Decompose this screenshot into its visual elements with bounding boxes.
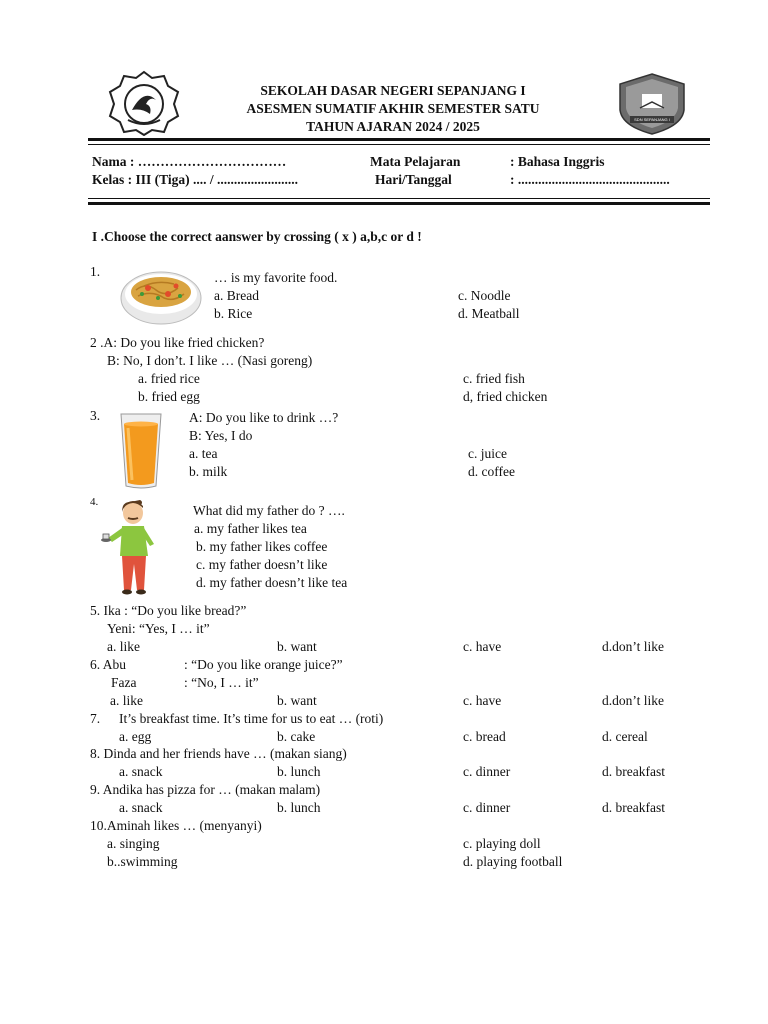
q9-option-b: b. lunch	[277, 800, 321, 815]
q3-stem-1: A: Do you like to drink …?	[189, 410, 339, 425]
right-logo-text: SDN SEPANJANG I	[634, 117, 670, 122]
q7-option-c: c. bread	[463, 729, 506, 744]
q2-stem-1: 2 .A: Do you like fried chicken?	[90, 335, 265, 350]
header-rule-thick	[88, 138, 710, 141]
exam-title: ASESMEN SUMATIF AKHIR SEMESTER SATU	[246, 101, 540, 116]
q5-option-b: b. want	[277, 639, 317, 654]
q10-option-a: a. singing	[107, 836, 160, 851]
father-image	[100, 498, 162, 598]
q3-number: 3.	[90, 408, 101, 423]
q5-option-d: d.don’t like	[602, 639, 664, 654]
school-logo-right	[616, 72, 688, 136]
q2-option-a: a. fried rice	[138, 371, 200, 386]
q6-line-2: : “No, I … it”	[184, 675, 259, 690]
q4-option-d: d. my father doesn’t like tea	[196, 575, 348, 590]
q3-option-d: d. coffee	[468, 464, 515, 479]
q1-option-c: c. Noodle	[458, 288, 511, 303]
hari-label: Hari/Tanggal	[375, 172, 452, 187]
q6-option-a: a. like	[110, 693, 143, 708]
q7-option-a: a. egg	[119, 729, 152, 744]
q8-option-d: d. breakfast	[602, 764, 665, 779]
q10-option-d: d. playing football	[463, 854, 563, 869]
q3-stem-2: B: Yes, I do	[189, 428, 253, 443]
q3-option-a: a. tea	[189, 446, 218, 461]
hari-value: : .............................................	[510, 172, 670, 187]
q2-option-b: b. fried egg	[138, 389, 200, 404]
q7-option-d: d. cereal	[602, 729, 648, 744]
q6-line-1: : “Do you like orange juice?”	[184, 657, 343, 672]
q4-stem: What did my father do ? ….	[193, 503, 345, 518]
q7-stem: It’s breakfast time. It’s time for us to eat … (roti)	[119, 711, 384, 726]
info-rule-thin	[88, 198, 710, 199]
q8-option-c: c. dinner	[463, 764, 511, 779]
mapel-label: Mata Pelajaran	[370, 154, 461, 169]
juice-glass-image	[118, 412, 164, 490]
q2-stem-2: B: No, I don’t. I like … (Nasi goreng)	[107, 353, 313, 368]
q8-stem: 8. Dinda and her friends have … (makan siang)	[90, 746, 347, 761]
academic-year: TAHUN AJARAN 2024 / 2025	[306, 119, 480, 134]
q2-option-d: d, fried chicken	[463, 389, 548, 404]
q3-option-c: c. juice	[468, 446, 507, 461]
q5-stem-2: Yeni: “Yes, I … it”	[107, 621, 210, 636]
q9-option-c: c. dinner	[463, 800, 511, 815]
q4-option-c: c. my father doesn’t like	[196, 557, 328, 572]
q6-option-b: b. want	[277, 693, 317, 708]
q3-option-b: b. milk	[189, 464, 228, 479]
nama-field: Nama : ……………………………	[92, 154, 287, 169]
header-rule-thin	[88, 144, 710, 145]
q6-speaker-2: Faza	[111, 675, 137, 690]
q4-option-a: a. my father likes tea	[194, 521, 307, 536]
q10-option-c: c. playing doll	[463, 836, 541, 851]
q1-option-b: b. Rice	[214, 306, 253, 321]
q5-option-a: a. like	[107, 639, 140, 654]
info-rule-thick	[88, 202, 710, 205]
q2-option-c: c. fried fish	[463, 371, 525, 386]
q1-option-a: a. Bread	[214, 288, 259, 303]
q1-number: 1.	[90, 264, 101, 279]
mapel-value: : Bahasa Inggris	[510, 154, 605, 169]
q9-option-d: d. breakfast	[602, 800, 665, 815]
q7-number: 7.	[90, 711, 101, 726]
school-name: SEKOLAH DASAR NEGERI SEPANJANG I	[260, 83, 526, 98]
q4-option-b: b. my father likes coffee	[196, 539, 328, 554]
q9-option-a: a. snack	[119, 800, 163, 815]
noodle-image	[118, 264, 204, 328]
instruction: I .Choose the correct aanswer by crossing ( x ) a,b,c or d !	[92, 229, 422, 244]
q6-speaker-1: 6. Abu	[90, 657, 127, 672]
q8-option-b: b. lunch	[277, 764, 321, 779]
q1-stem: … is my favorite food.	[214, 270, 338, 285]
q10-stem: 10.Aminah likes … (menyanyi)	[90, 818, 262, 833]
q7-option-b: b. cake	[277, 729, 316, 744]
q4-number: 4.	[90, 496, 99, 508]
q6-option-d: d.don’t like	[602, 693, 664, 708]
kelas-field: Kelas : III (Tiga) .... / ........................	[92, 172, 299, 187]
q9-stem: 9. Andika has pizza for … (makan malam)	[90, 782, 321, 797]
q1-option-d: d. Meatball	[458, 306, 520, 321]
q5-stem-1: 5. Ika : “Do you like bread?”	[90, 603, 247, 618]
q5-option-c: c. have	[463, 639, 502, 654]
q6-option-c: c. have	[463, 693, 502, 708]
q10-option-b: b..swimming	[107, 854, 178, 869]
q8-option-a: a. snack	[119, 764, 163, 779]
